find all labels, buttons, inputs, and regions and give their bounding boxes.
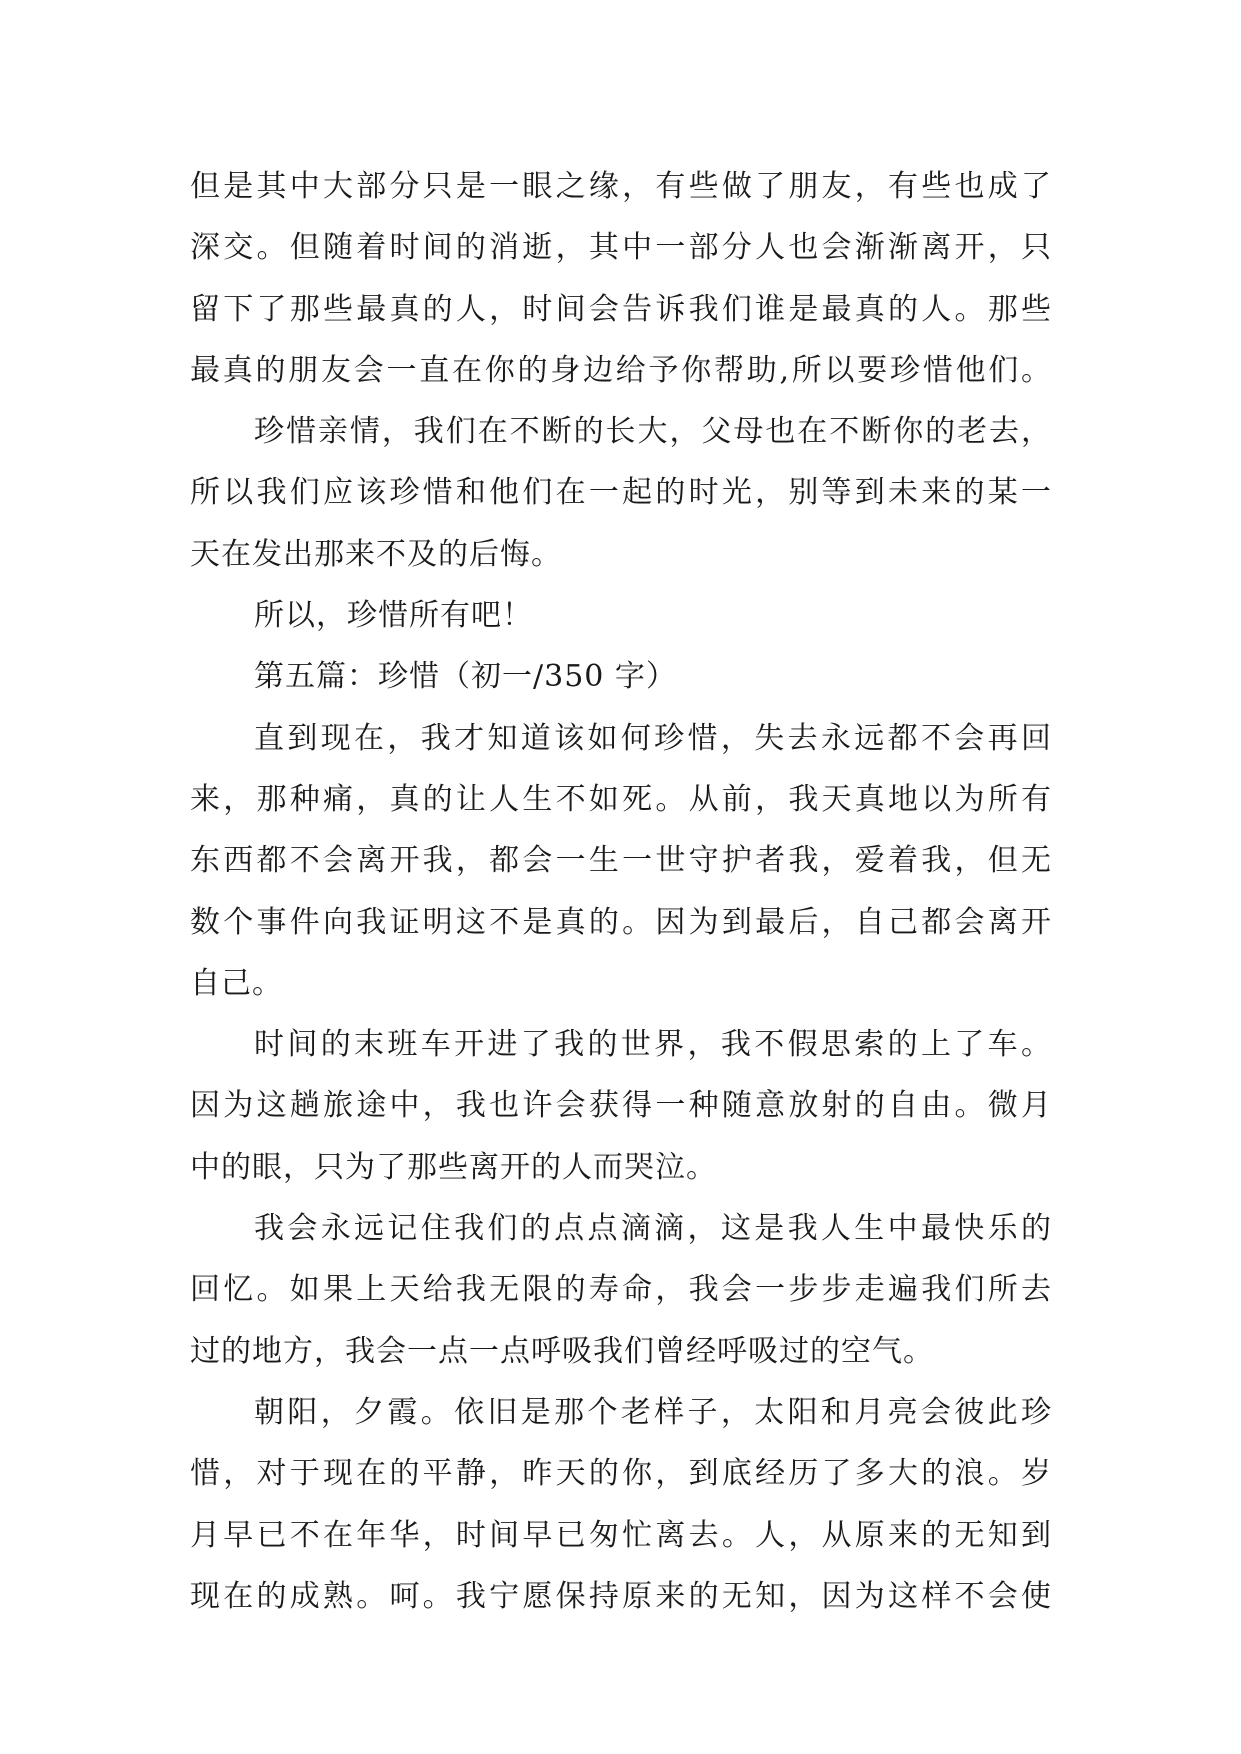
- text-line: 月早已不在年华，时间早已匆忙离去。人，从原来的无知到: [190, 1517, 1052, 1553]
- text-line: 直到现在，我才知道该如何珍惜，失去永远都不会再回: [254, 720, 1052, 756]
- text-line: 数个事件向我证明这不是真的。因为到最后，自己都会离开: [190, 904, 1052, 940]
- text-line: 来，那种痛，真的让人生不如死。从前，我天真地以为所有: [190, 781, 1052, 817]
- text-line: 惜，对于现在的平静，昨天的你，到底经历了多大的浪。岁: [190, 1456, 1052, 1492]
- text-line: 我会永远记住我们的点点滴滴，这是我人生中最快乐的: [254, 1211, 1052, 1247]
- section-heading: 第五篇：珍惜（初一/350 字）: [254, 659, 677, 695]
- text-line: 过的地方，我会一点一点呼吸我们曾经呼吸过的空气。: [190, 1333, 934, 1369]
- text-line: 天在发出那来不及的后悔。: [190, 536, 562, 572]
- text-line: 深交。但随着时间的消逝，其中一部分人也会渐渐离开，只: [190, 230, 1052, 266]
- text-line: 自己。: [190, 965, 283, 1001]
- text-line: 时间的末班车开进了我的世界，我不假思索的上了车。: [254, 1027, 1052, 1063]
- text-line: 现在的成熟。呵。我宁愿保持原来的无知，因为这样不会使: [190, 1578, 1052, 1614]
- text-line: 东西都不会离开我，都会一生一世守护者我，爱着我，但无: [190, 843, 1052, 879]
- text-line: 所以我们应该珍惜和他们在一起的时光，别等到未来的某一: [190, 475, 1052, 511]
- text-line: 但是其中大部分只是一眼之缘，有些做了朋友，有些也成了: [190, 169, 1052, 204]
- text-line: 中的眼，只为了那些离开的人而哭泣。: [190, 1149, 717, 1185]
- text-line: 留下了那些最真的人，时间会告诉我们谁是最真的人。那些: [190, 291, 1052, 327]
- text-line: 所以，珍惜所有吧！: [254, 598, 533, 634]
- text-line: 因为这趟旅途中，我也许会获得一种随意放射的自由。微月: [190, 1088, 1052, 1124]
- text-line: 朝阳，夕霞。依旧是那个老样子，太阳和月亮会彼此珍: [254, 1394, 1052, 1430]
- body-text: [190, 156, 1052, 1627]
- text-line: 最真的朋友会一直在你的身边给予你帮助,所以要珍惜他们。: [190, 352, 1052, 388]
- text-line: 回忆。如果上天给我无限的寿命，我会一步步走遍我们所去: [190, 1272, 1052, 1308]
- text-line: 珍惜亲情，我们在不断的长大，父母也在不断你的老去，: [254, 414, 1052, 450]
